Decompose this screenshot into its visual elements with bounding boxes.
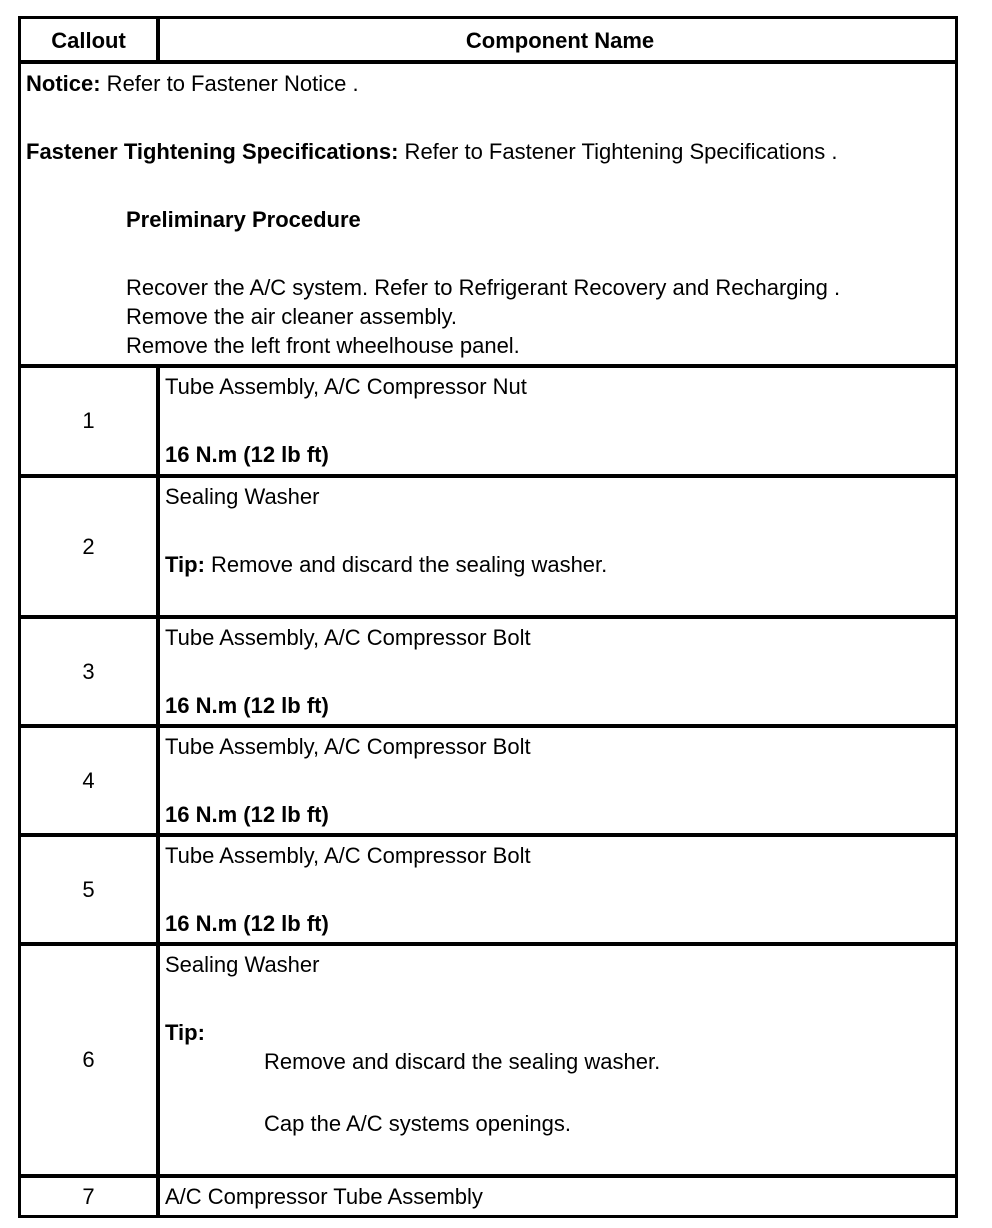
component-cell [156, 1178, 955, 1215]
tip-label: Tip: [165, 1020, 205, 1045]
callout-number: 1 [82, 408, 95, 433]
component-name: Tube Assembly, A/C Compressor Bolt [165, 843, 531, 868]
torque-spec: 16 N.m (12 lb ft) [165, 911, 329, 936]
torque-spec: 16 N.m (12 lb ft) [165, 442, 329, 467]
callout-cell [21, 368, 156, 474]
callout-cell [21, 1178, 156, 1215]
component-cell [156, 728, 955, 833]
callout-number: 2 [82, 533, 95, 559]
fastener-spec-line [26, 139, 837, 165]
torque-spec: 16 N.m (12 lb ft) [165, 802, 329, 827]
component-name: Tube Assembly, A/C Compressor Nut [165, 374, 527, 399]
preliminary-step: Remove the air cleaner assembly. [126, 304, 457, 329]
notice-block [21, 60, 955, 364]
table-row [21, 942, 955, 1174]
table-row [21, 833, 955, 942]
table-row [21, 474, 955, 615]
tip-label: Tip: [165, 552, 205, 577]
component-cell [156, 619, 955, 724]
component-name: Tube Assembly, A/C Compressor Bolt [165, 625, 531, 650]
tip-line [165, 552, 607, 578]
notice-line [26, 71, 359, 97]
torque-spec: 16 N.m (12 lb ft) [165, 693, 329, 718]
table-row [21, 364, 955, 474]
notice-text: Refer to Fastener Notice . [100, 71, 359, 96]
component-cell [156, 946, 955, 1174]
component-cell [156, 478, 955, 615]
table-row [21, 615, 955, 724]
preliminary-step: Recover the A/C system. Refer to Refrigerant Recovery and Recharging . [126, 275, 841, 300]
callout-cell [21, 619, 156, 724]
tip-step: Cap the A/C systems openings. [264, 1111, 571, 1136]
callout-column-header: Callout [51, 28, 126, 53]
fastener-spec-label: Fastener Tightening Specifications: [26, 139, 399, 164]
component-name-column-header: Component Name [156, 19, 955, 63]
table-row [21, 724, 955, 833]
notice-label: Notice: [26, 71, 101, 96]
preliminary-procedure-title: Preliminary Procedure [126, 207, 361, 232]
fastener-spec-text: Refer to Fastener Tightening Specifications . [398, 139, 838, 164]
callout-cell [21, 946, 156, 1174]
component-name: Sealing Washer [165, 952, 320, 977]
component-cell [156, 837, 955, 942]
component-name: Sealing Washer [165, 484, 320, 509]
component-name: Tube Assembly, A/C Compressor Bolt [165, 734, 531, 759]
callout-number: 3 [82, 658, 95, 684]
callout-cell [21, 837, 156, 942]
tip-text: Remove and discard the sealing washer. [204, 552, 608, 577]
component-table [18, 16, 958, 1218]
component-name: A/C Compressor Tube Assembly [165, 1184, 483, 1209]
callout-number: 4 [82, 767, 95, 793]
component-cell [156, 368, 955, 474]
tip-step: Remove and discard the sealing washer. [264, 1049, 661, 1074]
callout-number: 7 [82, 1183, 95, 1209]
callout-number: 6 [82, 1047, 95, 1072]
callout-cell [21, 728, 156, 833]
callout-cell [21, 478, 156, 615]
preliminary-step: Remove the left front wheelhouse panel. [126, 333, 520, 358]
table-header [21, 19, 955, 63]
callout-number: 5 [82, 876, 95, 902]
table-row [21, 1174, 955, 1215]
